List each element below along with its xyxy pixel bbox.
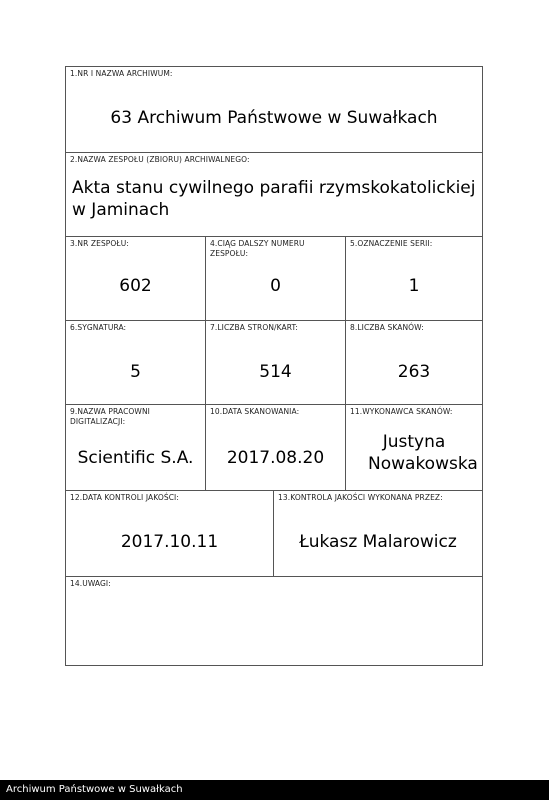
field-series-label: 5.OZNACZENIE SERII: — [350, 239, 433, 248]
field-scan-operator-value: Justyna Nowakowska — [368, 432, 478, 474]
field-scan-date-value: 2017.08.20 — [226, 448, 325, 468]
field-signature-value: 5 — [130, 362, 141, 382]
field-notes-label: 14.UWAGI: — [70, 579, 111, 588]
field-page-count-label: 7.LICZBA STRON/KART: — [210, 323, 299, 332]
field-page-count — [206, 321, 346, 405]
footer-bar — [0, 780, 549, 800]
field-archive-label: 1.NR I NAZWA ARCHIWUM: — [70, 69, 173, 78]
field-archive-value: 63 Archiwum Państwowe w Suwałkach — [110, 108, 438, 128]
field-fonds-number-cont — [206, 237, 346, 321]
field-fonds-number-value: 602 — [119, 276, 152, 296]
field-scan-count — [346, 321, 482, 405]
field-qc-operator — [274, 491, 482, 577]
field-scan-operator-label: 11.WYKONAWCA SKANÓW: — [350, 407, 453, 416]
field-page-count-value: 514 — [259, 362, 292, 382]
field-scan-count-value: 263 — [397, 362, 431, 382]
field-qc-operator-value: Łukasz Malarowicz — [299, 532, 457, 552]
field-notes — [66, 577, 482, 665]
field-archive — [66, 67, 482, 153]
field-scan-operator — [346, 405, 482, 491]
field-fonds-number-label: 3.NR ZESPOŁU: — [70, 239, 129, 248]
field-fonds-name-value: Akta stanu cywilnego parafii rzymskokatolickiej w Jaminach — [72, 178, 476, 220]
field-fonds-number-cont-label: 4.CIĄG DALSZY NUMERU ZESPOŁU: — [210, 239, 305, 258]
field-scan-count-label: 8.LICZBA SKANÓW: — [350, 323, 424, 332]
field-fonds-number — [66, 237, 206, 321]
field-qc-operator-label: 13.KONTROLA JAKOŚCI WYKONANA PRZEZ: — [278, 493, 443, 502]
field-digitization-lab-value: Scientific S.A. — [77, 448, 194, 468]
field-series-value: 1 — [408, 276, 420, 296]
footer-text: Archiwum Państwowe w Suwałkach — [6, 784, 183, 795]
field-digitization-lab-label: 9.NAZWA PRACOWNI DIGITALIZACJI: — [70, 407, 150, 426]
field-scan-date — [206, 405, 346, 491]
field-fonds-name-label: 2.NAZWA ZESPOŁU (ZBIORU) ARCHIWALNEGO: — [70, 155, 250, 164]
field-qc-date-value: 2017.10.11 — [120, 532, 219, 552]
field-qc-date-label: 12.DATA KONTROLI JAKOŚCI: — [70, 493, 179, 502]
field-fonds-name — [66, 153, 482, 237]
field-series — [346, 237, 482, 321]
field-fonds-number-cont-value: 0 — [270, 276, 281, 296]
field-digitization-lab — [66, 405, 206, 491]
archive-form — [65, 66, 483, 666]
field-signature — [66, 321, 206, 405]
field-scan-date-label: 10.DATA SKANOWANIA: — [210, 407, 300, 416]
field-signature-label: 6.SYGNATURA: — [70, 323, 127, 332]
field-qc-date — [66, 491, 274, 577]
